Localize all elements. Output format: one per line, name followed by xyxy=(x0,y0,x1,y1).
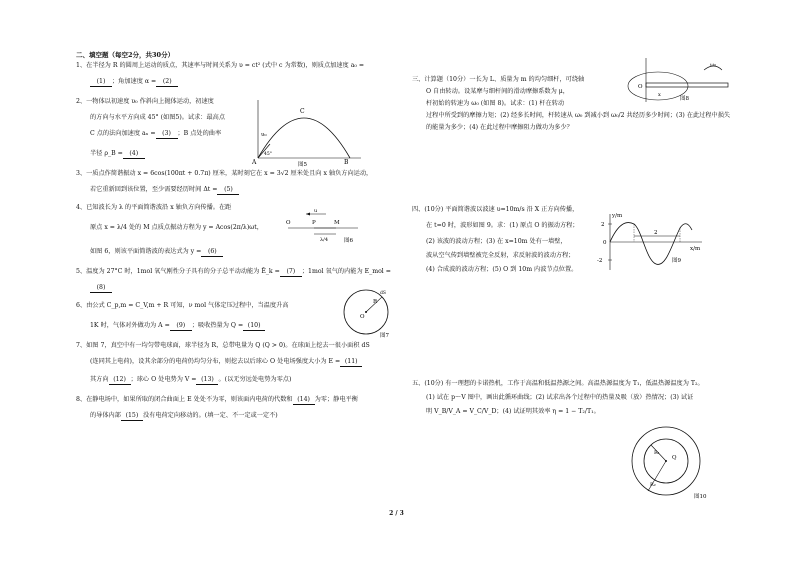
q4-line3 xyxy=(90,248,223,257)
q8-text-1b: 为零；静电平衡 xyxy=(314,396,358,403)
blank-10[interactable]: (10) xyxy=(243,322,265,331)
figure-7 xyxy=(340,286,394,340)
blank-9[interactable]: (9) xyxy=(170,322,192,331)
blank-11[interactable]: (11) xyxy=(340,358,362,367)
fig5-angle: 45° xyxy=(264,152,272,157)
figure-6 xyxy=(284,206,360,246)
q3-line1: 3、一质点作简谐振动 x = 6cos(100πt + 0.7π) 厘米，某时刻它在 x = 3√2 厘米处且向 x 轴负方向运动， xyxy=(76,170,373,177)
calc4-line2: 在 t=0 时，波形如图 9。求：(1) 原点 O 的振动方程； xyxy=(426,222,579,229)
figure-9 xyxy=(596,210,706,272)
q2-text-3b: ；B 点处的曲率 xyxy=(177,130,222,137)
blank-6[interactable]: (6) xyxy=(201,248,223,257)
q7-line1: 7、如图 7，真空中有一均匀带电球面，球半径为 R，总带电量为 Q (Q > 0)。在球面上挖去一很小面积 dS xyxy=(76,342,370,349)
q5-line1 xyxy=(76,268,391,277)
q5-text-1a: 5、温度为 27°C 时，1mol 氧气刚性分子具有的分子总平动动能为 Ē_k = xyxy=(76,268,280,275)
q2-line3 xyxy=(90,130,221,139)
calc4-line3: (2) 该波的波动方程；(3) 在 x=10m 处有一墙壁， xyxy=(426,238,567,245)
q2-text-4a: 半径 ρ_B = xyxy=(90,150,123,157)
q4-line2: 原点 x = λ/4 处的 M 点质点振动方程为 y = Acos(2π/λ)ωt， xyxy=(90,224,263,231)
fig10-q: Q xyxy=(672,455,677,461)
blank-7[interactable]: (7) xyxy=(280,268,302,277)
fig5-v0: υ₀ xyxy=(261,132,267,138)
blank-5[interactable]: (5) xyxy=(217,186,239,195)
q3-text-2a: 若它重新回到该位置，至少需要经历时间 Δt = xyxy=(90,186,218,193)
page-number: 2 / 3 xyxy=(389,510,404,517)
fig9-label: 图9 xyxy=(672,258,681,264)
fig9-span: 2 xyxy=(654,230,658,236)
fig7-o: O xyxy=(360,314,365,320)
q8-text-1a: 8、在静电场中，如果所取的闭合曲面上 E 处处不为零，则该面内电荷的代数和 xyxy=(76,396,293,403)
fig9-tick-zero: 0 xyxy=(603,240,607,246)
q1-mid: ；角加速度 α = xyxy=(112,78,157,85)
fig9-tick-bottom: -2 xyxy=(597,258,603,264)
fig7-label: 图7 xyxy=(380,333,389,339)
calc5-line3: 明 V_B/V_A = V_C/V_D；(4) 试证明其效率 η = 1 − T₂/T₁。 xyxy=(426,408,600,415)
fig8-omega: ω₀ xyxy=(710,62,717,68)
q1-line1 xyxy=(76,62,364,70)
fig9-ylabel: y/m xyxy=(612,213,623,219)
q7-text-3b: ；球心 O 处电势为 V = xyxy=(130,376,197,383)
q7-text-3a: 其方向 xyxy=(90,376,109,383)
blank-14[interactable]: (14) xyxy=(293,396,315,405)
fig10-r2: R₂ xyxy=(650,482,656,488)
q6-text-2b: ；吸收热量为 Q = xyxy=(191,322,244,329)
q4-text-3a: 如图 6，则该平面简谐波的表达式为 y = xyxy=(90,248,202,255)
figure-5 xyxy=(246,96,366,168)
q6-text-2a: 1K 时，气体对外做功为 A = xyxy=(90,322,170,329)
blank-12[interactable]: (12) xyxy=(109,376,131,385)
fig6-m: M xyxy=(334,220,340,226)
fig6-o: O xyxy=(286,220,291,226)
fig9-xlabel: x/m xyxy=(690,246,701,252)
fig8-label: 图8 xyxy=(680,96,689,102)
q7-line3 xyxy=(90,376,291,385)
q2-line1: 2、一物体以初速度 υ₀ 作斜向上抛体运动，初速度 xyxy=(76,98,214,105)
fig7-ds: dS xyxy=(380,291,386,296)
q8-text-2b: 没有电荷定向移动的。(填一定、不一定或一定不) xyxy=(142,412,278,419)
q5-text-1b: ；1mol 氧气的内能为 E_mol = xyxy=(301,268,391,275)
q6-line2 xyxy=(90,322,265,331)
blank-2[interactable]: (2) xyxy=(156,78,178,87)
fig6-u: u xyxy=(314,208,318,214)
blank-4[interactable]: (4) xyxy=(123,150,145,159)
fig5-point-b: B xyxy=(344,159,349,166)
q1-text: 1、在半径为 R 的圆周上运动的质点，其速率与时间关系为 υ = ct² (式中 c 为常数)，则质点加速度 a₀ = xyxy=(76,62,365,69)
calc3-line5: 的能量为多少；(4) 在此过程中摩擦阻力做功为多少？ xyxy=(426,124,573,131)
q8-line1 xyxy=(76,396,358,405)
q3-line2 xyxy=(90,186,239,195)
fig7-r: R xyxy=(373,299,378,305)
fig10-r1: R₁ xyxy=(654,450,660,456)
calc3-line4: 过程中所受到的摩擦力矩；(2) 经多长时间，杆转速从 ω₀ 到减小到 ω₀/2 共经历多少时间；(3) 在此过程中损失 xyxy=(426,112,731,119)
q7-line2 xyxy=(90,358,362,367)
fig5-label: 图5 xyxy=(298,162,307,168)
q6-line1: 6、由公式 C_p,m = C_V,m + R 可知，ν mol 气体定压过程中，当温度升高 xyxy=(76,302,289,309)
blank-1[interactable]: (1) xyxy=(90,78,112,87)
figure-10 xyxy=(626,424,716,500)
fig8-o: O xyxy=(638,84,643,90)
fig6-p: P xyxy=(312,220,316,226)
blank-8[interactable]: (8) xyxy=(90,284,112,293)
calc3-line2: O 自由转动。设某摩与细杆间的滑动摩擦系数为 μ， xyxy=(426,88,569,95)
fig5-point-a: A xyxy=(252,159,257,166)
blank-3[interactable]: (3) xyxy=(156,130,178,139)
section-title: 二、填空题（每空2分，共30分） xyxy=(76,51,175,59)
fig10-label: 图10 xyxy=(694,494,707,500)
fig5-point-c: C xyxy=(300,108,305,115)
q7-text-2a: (连同其上电荷)，设其余部分的电荷仍均匀分布，则挖去以后球心 O 处电场强度大小为 E = xyxy=(90,358,341,365)
q2-line2: 的方向与水平方向成 45° (如图5)。试求：最高点 xyxy=(90,114,226,121)
blank-13[interactable]: (13) xyxy=(196,376,218,385)
q8-text-2a: 的导体内部 xyxy=(90,412,121,419)
q2-line4 xyxy=(90,150,145,159)
q5-line2 xyxy=(90,284,112,293)
q4-line1: 4、已知波长为 λ 的平面简谐波沿 x 轴负方向传播。在距 xyxy=(76,204,232,211)
fig9-tick-top: 2 xyxy=(601,222,605,228)
q2-text-3a: C 点的法向加速度 aₙ = xyxy=(90,130,156,137)
q7-text-3c: 。(以无穷远处电势为零点) xyxy=(218,376,292,383)
calc4-line1: 四、(10分) 平面简谐波以波速 υ=10m/s 沿 X 正方向传播， xyxy=(412,206,579,213)
q1-line2 xyxy=(90,78,178,87)
fig6-label: 图6 xyxy=(344,238,353,244)
calc3-line1: 三、计算题（10分）一长为 L、质量为 m 的均匀细杆，可绕轴 xyxy=(412,76,585,83)
fig6-quarter: λ/4 xyxy=(320,237,329,243)
calc3-line3: 杆初始的转速为 ω₀ (如图 8)。试求：(1) 杆在转动 xyxy=(426,100,565,107)
blank-15[interactable]: (15) xyxy=(121,412,143,421)
calc4-line4: 波从空气传到墙壁被完全反射，求反射波的波动方程； xyxy=(426,252,575,259)
q8-line2 xyxy=(90,412,278,421)
calc4-line5: (4) 合成波的波动方程；(5) O 到 10m 内波节点位置。 xyxy=(426,266,578,273)
fig8-x: x xyxy=(658,92,661,98)
figure-8 xyxy=(618,56,732,104)
calc5-line1: 五、(10分) 有一理想的卡诺热机，工作于高温和低温热源之间。高温热源温度为 T₁，低温热源温度为 T₂。 xyxy=(412,380,704,387)
calc5-line2: (1) 试在 p～V 图中，画出此循环曲线；(2) 试求出各个过程中的热量及吸（放）热情况；(3) 试证 xyxy=(426,394,694,401)
